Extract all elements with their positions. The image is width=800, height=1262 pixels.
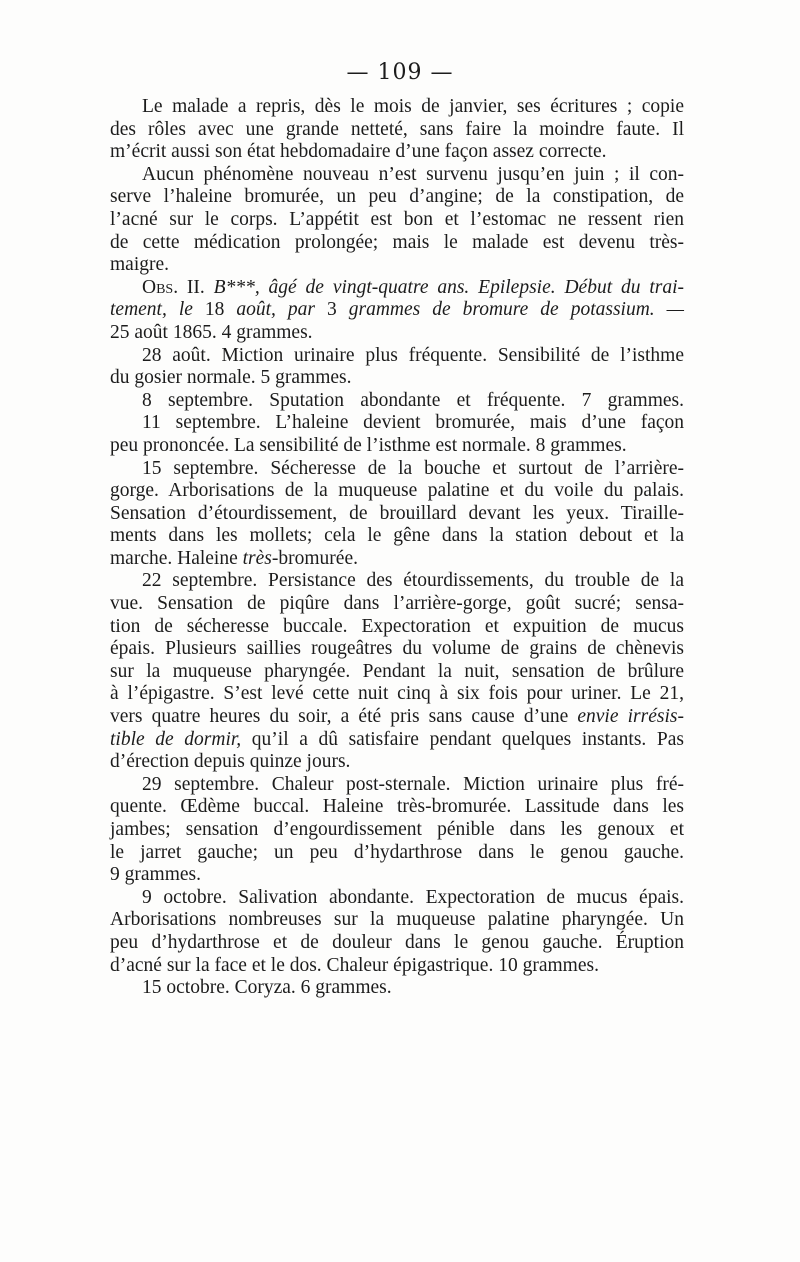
text-line: 15 septembre. Sécheresse de la bouche et surtout de l’arrière- bbox=[142, 457, 684, 479]
text-line: épais. Plusieurs saillies rougeâtres du volume de grains de chènevis bbox=[110, 638, 684, 660]
text-line: 15 octobre. Coryza. 6 grammes. bbox=[142, 977, 392, 999]
text-line: 28 août. Miction urinaire plus fréquente. Sensibilité de l’isthme bbox=[142, 344, 684, 366]
text-line: maigre. bbox=[110, 254, 170, 276]
text-line: d’acné sur la face et le dos. Chaleur épigastrique. 10 grammes. bbox=[110, 954, 599, 976]
text-line: Le malade a repris, dès le mois de janvier, ses écritures ; copie bbox=[142, 96, 684, 117]
page-number: — 109 — bbox=[346, 60, 454, 85]
text-line: vue. Sensation de piqûre dans l’arrière-gorge, goût sucré; sensa- bbox=[110, 593, 684, 615]
text-line: m’écrit aussi son état hebdomadaire d’une façon assez correcte. bbox=[110, 141, 607, 163]
text-line bbox=[110, 548, 684, 571]
text-line: l’acné sur le corps. L’appétit est bon et l’estomac ne ressent rien bbox=[110, 208, 684, 230]
text-segment: tement, le bbox=[110, 299, 205, 321]
text-segment: 3 bbox=[327, 299, 337, 321]
text-line: le jarret gauche; un peu d’hydarthrose dans le genou gauche. bbox=[110, 841, 684, 863]
text-segment: vers quatre heures du soir, a été pris sans cause d’une bbox=[110, 706, 578, 728]
text-line: peu prononcée. La sensibilité de l’isthme est normale. 8 grammes. bbox=[110, 434, 627, 456]
text-line bbox=[110, 299, 684, 322]
text-line: 29 septembre. Chaleur post-sternale. Miction urinaire plus fré- bbox=[142, 773, 684, 795]
text-line: 9 octobre. Salivation abondante. Expectoration de mucus épais. bbox=[142, 886, 684, 908]
text-segment: tible de dormir, bbox=[110, 728, 242, 750]
text-segment: -bromurée. bbox=[271, 547, 358, 569]
text-line: peu d’hydarthrose et de douleur dans le genou gauche. Éruption bbox=[110, 931, 684, 953]
body-text bbox=[110, 96, 684, 1000]
text-segment: B***, âgé de vingt-quatre ans. Epilepsie. Début du trai- bbox=[213, 276, 684, 298]
text-line: à l’épigastre. S’est levé cette nuit cinq à six fois pour uriner. Le 21, bbox=[110, 683, 684, 705]
text-line bbox=[110, 706, 684, 729]
text-line: des rôles avec une grande netteté, sans faire la moindre faute. Il bbox=[110, 118, 684, 140]
text-line: sur la muqueuse pharyngée. Pendant la nuit, sensation de brûlure bbox=[110, 660, 684, 682]
text-line: ments dans les mollets; cela le gêne dans la station debout et la bbox=[110, 525, 684, 547]
text-segment: Obs. II. bbox=[142, 276, 214, 298]
text-line bbox=[110, 277, 684, 300]
text-segment: marche. Haleine bbox=[110, 547, 243, 569]
text-line: Aucun phénomène nouveau n’est survenu jusqu’en juin ; il con- bbox=[142, 163, 684, 185]
text-segment: qu’il a dû satisfaire pendant quelques instants. Pas bbox=[241, 728, 684, 750]
text-segment: envie irrésis- bbox=[577, 706, 684, 728]
text-segment: grammes de bromure de potassium. — bbox=[336, 299, 684, 321]
text-line: Sensation d’étourdissement, de brouillard devant les yeux. Tiraille- bbox=[110, 502, 684, 524]
text-line: 9 grammes. bbox=[110, 864, 201, 886]
text-line: d’érection depuis quinze jours. bbox=[110, 751, 351, 773]
text-line: de cette médication prolongée; mais le malade est devenu très- bbox=[110, 231, 684, 253]
text-line: serve l’haleine bromurée, un peu d’angine; de la constipation, de bbox=[110, 186, 684, 208]
text-line: gorge. Arborisations de la muqueuse palatine et du voile du palais. bbox=[110, 480, 684, 502]
text-line: 25 août 1865. 4 grammes. bbox=[110, 321, 313, 343]
text-line: 8 septembre. Sputation abondante et fréquente. 7 grammes. bbox=[142, 389, 684, 411]
text-line: quente. Œdème buccal. Haleine très-bromurée. Lassitude dans les bbox=[110, 796, 684, 818]
text-line: 22 septembre. Persistance des étourdissements, du trouble de la bbox=[142, 570, 684, 592]
text-line: jambes; sensation d’engourdissement pénible dans les genoux et bbox=[110, 819, 684, 840]
text-line: du gosier normale. 5 grammes. bbox=[110, 367, 352, 389]
text-line: Arborisations nombreuses sur la muqueuse palatine pharyngée. Un bbox=[110, 909, 684, 931]
text-line bbox=[110, 729, 684, 752]
text-line: tion de sécheresse buccale. Expectoration et expuition de mucus bbox=[110, 615, 684, 637]
text-segment: très bbox=[242, 547, 272, 569]
text-segment: 18 bbox=[204, 299, 225, 321]
text-line: 11 septembre. L’haleine devient bromurée, mais d’une façon bbox=[142, 412, 684, 434]
text-segment: août, par bbox=[224, 299, 327, 321]
